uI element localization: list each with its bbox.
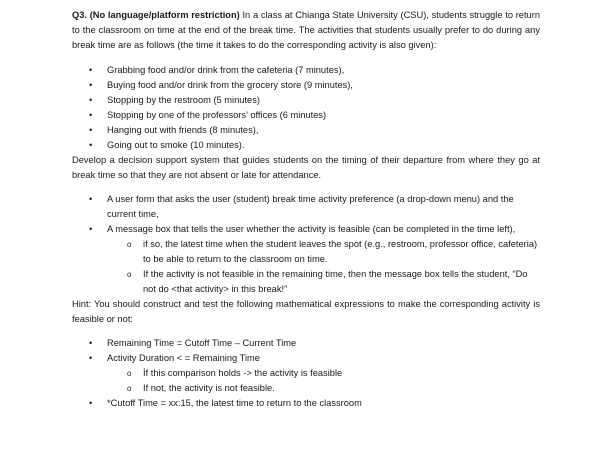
list-item — [72, 396, 540, 411]
requirement-text: A message box that tells the user whether the activity is feasible (can be completed in the time left), — [107, 223, 516, 234]
activity-text: Grabbing food and/or drink from the cafeteria (7 minutes), — [107, 64, 345, 75]
hint-paragraph: Hint: You should construct and test the following mathematical expressions to make the corresponding activity is feasible or not: — [72, 299, 540, 325]
subitem-text: If not, the activity is not feasible. — [143, 382, 275, 393]
list-item — [107, 381, 540, 396]
bullet-icon: • — [89, 64, 93, 75]
list-item — [72, 138, 540, 153]
subitem-text: if so, the latest time when the student leaves the spot (e.g., restroom, professor office, cafeteria) to be able to return to the classroom on time. — [143, 238, 538, 264]
bullet-icon: • — [89, 398, 93, 409]
list-item — [107, 237, 540, 267]
system-requirements-list — [72, 192, 540, 298]
expressions-list — [72, 336, 540, 411]
bullet-icon: • — [89, 79, 93, 90]
list-item — [72, 336, 540, 351]
bullet-icon: • — [89, 140, 93, 151]
bullet-icon: • — [89, 109, 93, 120]
bullet-icon: • — [89, 337, 93, 348]
activity-text: Going out to smoke (10 minutes). — [107, 140, 245, 151]
bullet-icon: • — [89, 352, 93, 363]
list-item — [72, 93, 540, 108]
question-intro — [72, 8, 540, 54]
requirement-text: A user form that asks the user (student) break time activity preference (a drop-down menu) and the current time, — [107, 193, 514, 219]
hollow-bullet-icon: o — [127, 239, 132, 249]
list-item — [72, 192, 540, 222]
activity-text: Stopping by one of the professors’ offices (6 minutes) — [107, 109, 327, 120]
activity-text: Stopping by the restroom (5 minutes) — [107, 94, 260, 105]
list-item — [107, 366, 540, 381]
develop-paragraph: Develop a decision support system that guides students on the timing of their departure from where they go at break time so that they are not absent or late for attendance. — [72, 155, 540, 181]
hollow-bullet-icon: o — [127, 270, 132, 280]
hollow-bullet-icon: o — [127, 368, 132, 378]
list-item — [72, 108, 540, 123]
activity-text: Buying food and/or drink from the grocery store (9 minutes), — [107, 79, 353, 90]
list-item — [107, 267, 540, 297]
subitem-text: İf this comparison holds -> the activity is feasible — [143, 367, 343, 378]
subitem-text: If the activity is not feasible in the remaining time, then the message box tells the student, “Do not do <that activity> in this break!” — [143, 269, 528, 295]
bullet-icon: • — [89, 94, 93, 105]
hollow-bullet-icon: o — [127, 383, 132, 393]
expression-text: Activity Duration < = Remaining Time — [107, 352, 260, 363]
bullet-icon: • — [89, 124, 93, 135]
expression-text: Remaining Time = Cutoff Time – Current Time — [107, 337, 297, 348]
list-item — [72, 351, 540, 396]
bullet-icon: • — [89, 223, 93, 234]
message-box-sublist — [107, 237, 540, 297]
document-page — [72, 8, 540, 411]
bullet-icon: • — [89, 193, 93, 204]
comparison-sublist — [107, 366, 540, 396]
question-intro-text: In a class at Chianga State University (CSU), students struggle to return to the classroom on time at the end of the break time. The activities that students usually prefer to do during any break time are as follows (the time it takes to do the corresponding activity is also given): — [72, 10, 540, 51]
list-item — [72, 222, 540, 297]
expression-text: *Cutoff Time = xx:15, the latest time to return to the classroom — [107, 398, 362, 409]
activity-list — [72, 63, 540, 154]
list-item — [72, 78, 540, 93]
list-item — [72, 123, 540, 138]
activity-text: Hanging out with friends (8 minutes), — [107, 124, 259, 135]
question-title: Q3. (No language/platform restriction) — [72, 10, 240, 20]
list-item — [72, 63, 540, 78]
